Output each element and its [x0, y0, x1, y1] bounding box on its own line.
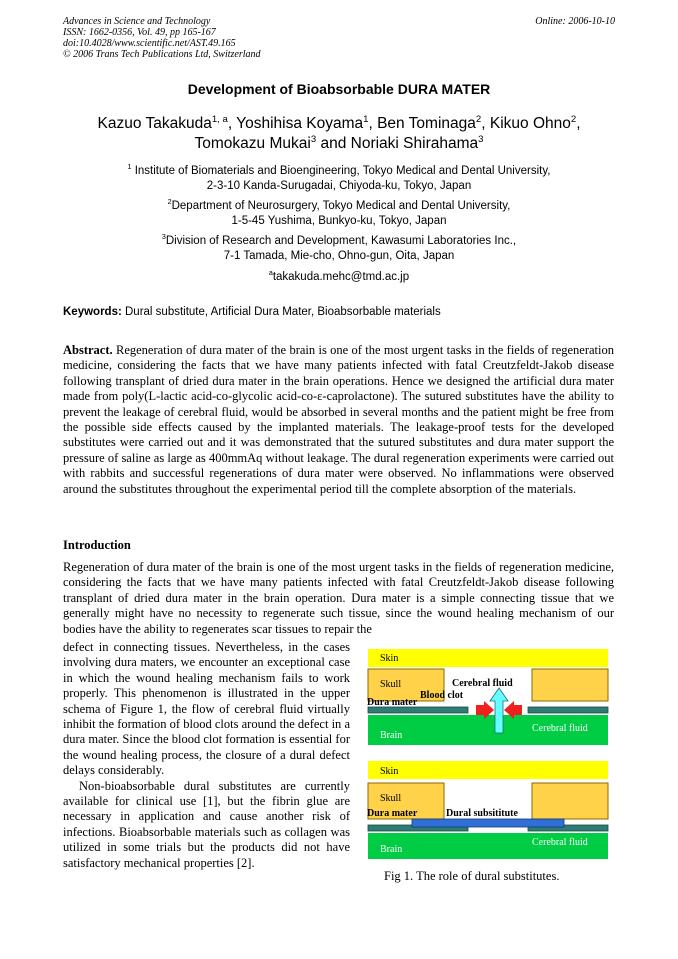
affiliation-1 — [20, 164, 658, 194]
author-sup: 2 — [475, 113, 482, 125]
affiliation-line: 7-1 Tamada, Mie-cho, Ohno-gun, Oita, Japan — [223, 250, 455, 262]
skull-block-right — [532, 783, 608, 819]
skull-block-right — [532, 669, 608, 701]
author-sup: 3 — [478, 133, 484, 145]
author-name: Kazuo Takakuda — [97, 115, 212, 132]
online-date: Online: 2006-10-10 — [535, 16, 615, 27]
email-address[interactable]: takakuda.mehc@tmd.ac.jp — [272, 271, 410, 283]
author-name: Tomokazu Mukai — [194, 135, 311, 152]
affiliation-line: Division of Research and Development, Kawasumi Laboratories Inc., — [165, 235, 517, 247]
doi-line: doi:10.4028/www.scientific.net/AST.49.165 — [63, 38, 236, 49]
label-csf-right-bottom: Cerebral fluid — [532, 837, 588, 848]
copyright-line: © 2006 Trans Tech Publications Ltd, Switzerland — [63, 49, 261, 60]
abstract-text: Regeneration of dura mater of the brain is one of the most urgent tasks in the fields of regeneration medicine, considering the facts that we have many patients infected with fatal Creutzfeldt-Jakob disease following transplant of dried dura mater in the brain operations. Hence we designed the artificial dura mater made from poly(L-lactic acid-co-glycolic acid-co-ε-caprolactone). The sutured substitutes have the ability to prevent the leakage of cerebral fluid, would be absorbed in several months and the patient might be free from the possible side effects caused by the implanted materials. The leakage-proof tests for the developed substitutes were carried out and it was demonstrated that the sutured substitutes and dura mater support the pressure of saline as large as 400mmAq without leakage. The dural regeneration experiments were carried out with rabbits and successful regenerations of dura mater were observed. No inflammations were observed around the substitutes throughout the experimental period till the complete absorption of the materials. — [63, 343, 614, 496]
intro-paragraph-1: Regeneration of dura mater of the brain is one of the most urgent tasks in the fields of regeneration medicine, considering the facts that we have many patients infected with fatal Creutzfeldt-Jakob disease following transplant of dried dura mater in the brain operation. Dura mater is a simple connecting tissue that we generally might have no necessity to regenerate such tissue, since the wound healing mechanism of our bodies have the ability to regenerates scar tissues to repair the — [63, 560, 614, 636]
affiliation-sup: 2 — [167, 198, 172, 207]
author-name: , Kikuo Ohno — [481, 115, 571, 132]
intro-paragraph-1-cont: defect in connecting tissues. Nevertheless, in the cases involving dura maters, we encounter an exceptional case in which the wound healing mechanism fails to work properly. This phenomenon is illustrated in the upper schema of Figure 1, the flow of cerebral fluid virtually inhibit the formation of blood clots around the defect in a dura mater. Since the blood clot formation is essential for the wound healing process, the closure of a dural defect delays considerably. — [63, 640, 350, 778]
keywords-text: Dural substitute, Artificial Dura Mater, Bioabsorbable materials — [121, 306, 441, 318]
intro-paragraph-2: Non-bioabsorbable dural substitutes are currently available for clinical use [1], but the fibrin glue are necessary in application and cause another risk of infections. Bioabsorbable materials such as collagen was utilized in some trials but the products did not have satisfactory mechanical properties [2]. — [63, 778, 350, 870]
abstract-label: Abstract. — [63, 343, 113, 357]
affiliation-3 — [20, 234, 658, 264]
affiliation-2 — [20, 199, 658, 229]
affiliation-sup: 3 — [161, 233, 166, 242]
author-sup: 2 — [570, 113, 577, 125]
author-name: , Yoshihisa Koyama — [227, 115, 364, 132]
keywords-label: Keywords: — [63, 306, 122, 318]
affiliation-sup: 1 — [127, 163, 132, 172]
email-line — [20, 270, 658, 285]
journal-name: Advances in Science and Technology — [63, 16, 211, 27]
intro-column-text — [63, 640, 350, 871]
abstract-paragraph — [63, 343, 614, 497]
journal-header — [63, 16, 363, 60]
figure-caption: Fig 1. The role of dural substitutes. — [384, 869, 560, 883]
email-sup: a — [268, 269, 273, 278]
dura-mater-right — [528, 707, 608, 713]
author-sep: , — [576, 115, 581, 132]
label-skin-bottom: Skin — [380, 766, 399, 777]
affiliation-line: Institute of Biomaterials and Bioengineering, Tokyo Medical and Dental University, — [131, 165, 551, 177]
figure-1 — [360, 643, 616, 863]
introduction-heading: Introduction — [63, 538, 131, 552]
label-brain-top: Brain — [380, 730, 403, 741]
issn-line: ISSN: 1662-0356, Vol. 49, pp 165-167 — [63, 27, 216, 38]
label-dural-substitute: Dural subsititute — [446, 808, 518, 819]
author-sup: 3 — [310, 133, 317, 145]
label-dura-top: Dura mater — [367, 697, 418, 708]
label-csf-top: Cerebral fluid — [452, 678, 513, 689]
label-blood-clot: Blood clot — [420, 690, 464, 701]
author-name: , Ben Tominaga — [368, 115, 476, 132]
label-brain-bottom: Brain — [380, 844, 403, 855]
dural-substitute — [412, 819, 564, 827]
label-skull-bottom: Skull — [380, 793, 402, 804]
author-sup: 1, a — [211, 113, 228, 125]
paper-title: Development of Bioabsorbable DURA MATER — [187, 81, 491, 97]
author-name: and Noriaki Shirahama — [316, 135, 479, 152]
author-sup: 1 — [363, 113, 369, 125]
keywords-line — [63, 306, 623, 318]
affiliation-line: Department of Neurosurgery, Tokyo Medical and Dental University, — [171, 200, 511, 212]
affiliation-line: 2-3-10 Kanda-Surugadai, Chiyoda-ku, Tokyo, Japan — [206, 180, 472, 192]
skin-layer — [368, 761, 608, 779]
label-skull-top: Skull — [380, 679, 402, 690]
label-dura-bottom: Dura mater — [367, 808, 418, 819]
skin-layer — [368, 649, 608, 667]
author-list — [20, 114, 658, 154]
affiliation-line: 1-5-45 Yushima, Bunkyo-ku, Tokyo, Japan — [231, 215, 447, 227]
label-csf-right-top: Cerebral fluid — [532, 723, 588, 734]
label-skin-top: Skin — [380, 653, 399, 664]
